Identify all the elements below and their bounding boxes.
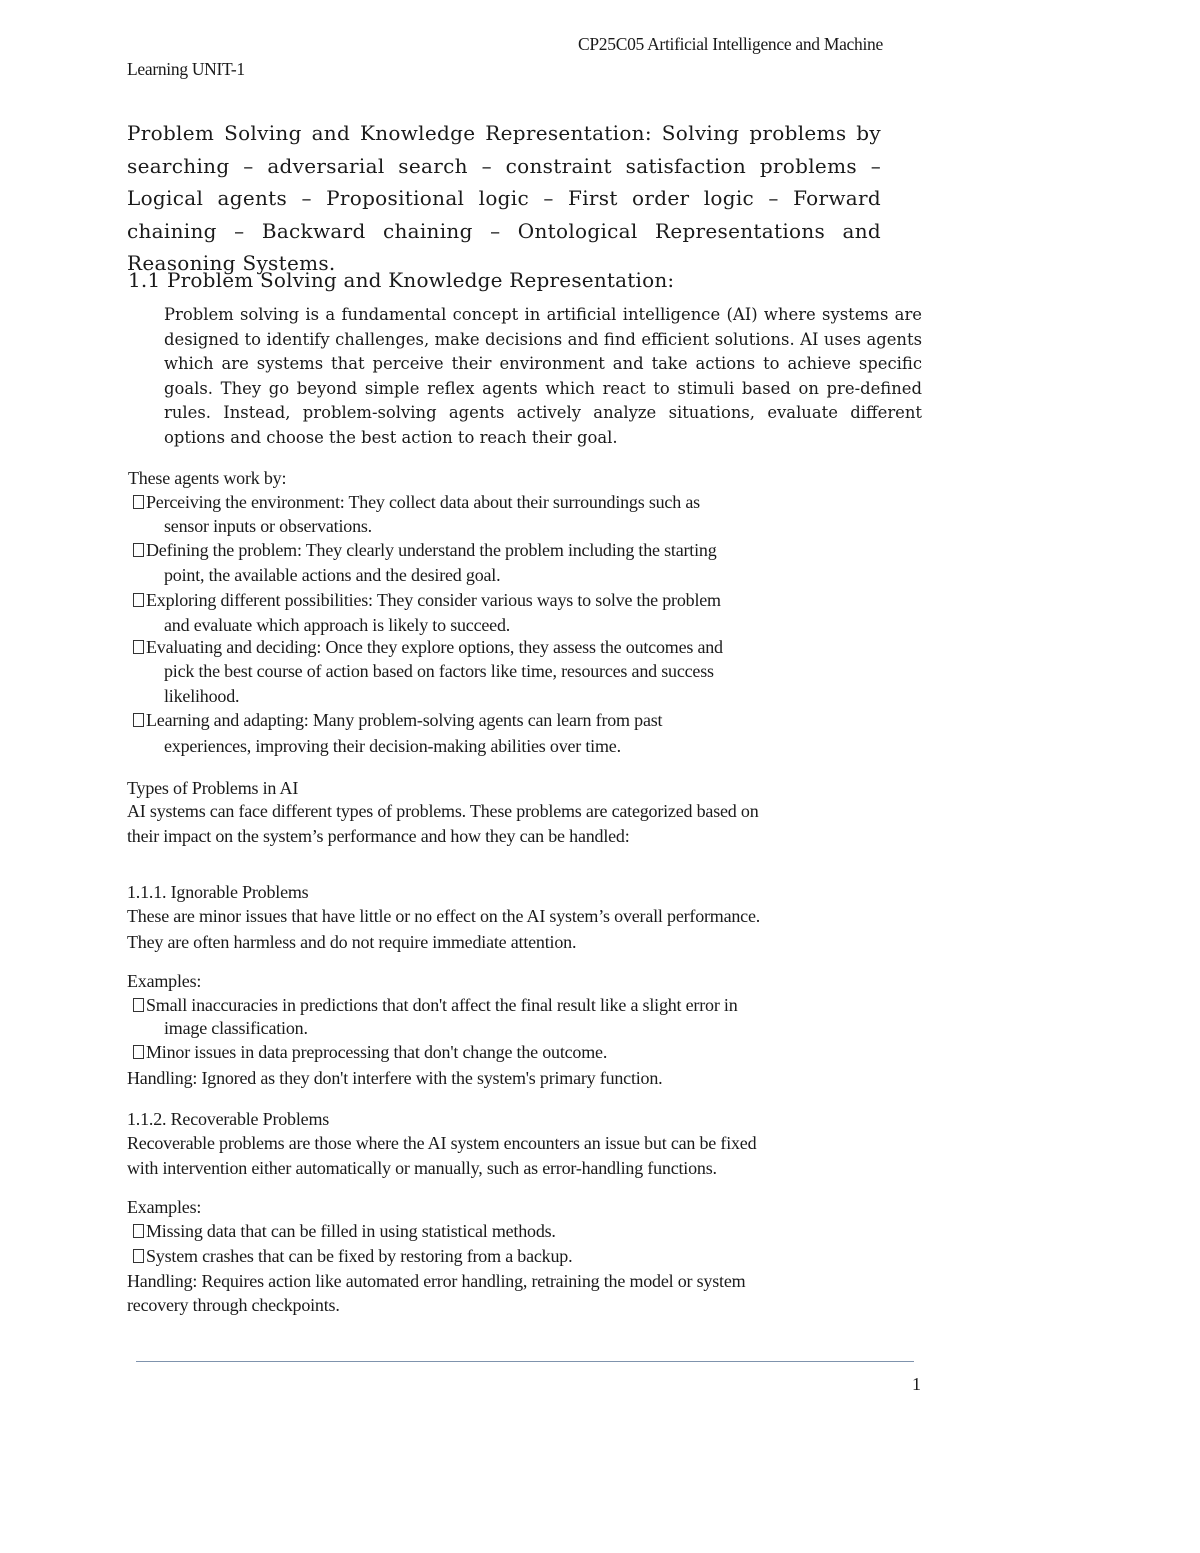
section-1-1-paragraph: Problem solving is a fundamental concept in artificial intelligence (AI) where systems are designed to identify challenges, make decisions and find efficient solutions. AI uses agents which are systems that perceive their environment and take actions to achieve specific goals. They go beyond simple reflex agents which react to stimuli based on pre-defined rules. Instead, problem-solving agents actively analyze situations, evaluate different options and choose the best action to reach their goal.: [164, 305, 922, 447]
bullet-item: Defining the problem: They clearly understand the problem including the starting: [133, 540, 717, 561]
bullet-item: Exploring different possibilities: They consider various ways to solve the problem: [133, 590, 721, 611]
types-text-line: their impact on the system’s performance and how they can be handled:: [127, 826, 630, 846]
bullet-continuation: pick the best course of action based on factors like time, resources and success: [164, 661, 714, 681]
types-text-line: AI systems can face different types of problems. These problems are categorized based on: [127, 801, 759, 821]
header-unit: Learning UNIT-1: [127, 59, 245, 79]
ignorable-text-line: These are minor issues that have little or no effect on the AI system’s overall performance.: [127, 906, 761, 926]
bullet-continuation: point, the available actions and the desired goal.: [164, 565, 501, 585]
bullet-item: Small inaccuracies in predictions that don't affect the final result like a slight error in: [133, 995, 738, 1016]
bullet-continuation: image classification.: [164, 1018, 308, 1038]
bullet-box-icon: [133, 713, 144, 727]
bullet-continuation: and evaluate which approach is likely to succeed.: [164, 615, 511, 635]
bullet-item: Minor issues in data preprocessing that don't change the outcome.: [133, 1042, 607, 1063]
bullet-item: Perceiving the environment: They collect data about their surroundings such as: [133, 492, 700, 513]
bullet-box-icon: [133, 495, 144, 509]
bullet-box-icon: [133, 543, 144, 557]
bullet-item: Missing data that can be filled in using statistical methods.: [133, 1221, 556, 1242]
page-number: 1: [912, 1374, 921, 1394]
bullet-continuation: likelihood.: [164, 686, 240, 706]
footer-divider: [136, 1361, 914, 1362]
bullet-box-icon: [133, 640, 144, 654]
bullet-item: Learning and adapting: Many problem-solving agents can learn from past: [133, 710, 662, 731]
unit-syllabus-intro: Problem Solving and Knowledge Representation: Solving problems by searching – adversarial search – constraint satisfaction problems – Logical agents – Propositional logic – First order logic – Forward chaining – Backward chaining – Ontological Representations and Reasoning Systems.: [127, 121, 881, 275]
recoverable-heading: 1.1.2. Recoverable Problems: [127, 1109, 330, 1129]
agents-lead-text: These agents work by:: [128, 468, 287, 488]
ignorable-examples-label: Examples:: [127, 971, 202, 991]
recoverable-handling-line: recovery through checkpoints.: [127, 1295, 340, 1315]
bullet-continuation: sensor inputs or observations.: [164, 516, 372, 536]
bullet-box-icon: [133, 1045, 144, 1059]
ignorable-text-line: They are often harmless and do not require immediate attention.: [127, 932, 577, 952]
recoverable-handling-line: Handling: Requires action like automated error handling, retraining the model or system: [127, 1271, 746, 1291]
bullet-item: System crashes that can be fixed by restoring from a backup.: [133, 1246, 572, 1267]
section-heading-1-1: 1.1 Problem Solving and Knowledge Representation:: [128, 268, 675, 292]
recoverable-text-line: with intervention either automatically or manually, such as error-handling functions.: [127, 1158, 717, 1178]
bullet-box-icon: [133, 593, 144, 607]
recoverable-examples-label: Examples:: [127, 1197, 202, 1217]
bullet-box-icon: [133, 998, 144, 1012]
recoverable-text-line: Recoverable problems are those where the AI system encounters an issue but can be fixed: [127, 1133, 757, 1153]
ignorable-handling: Handling: Ignored as they don't interfere with the system's primary function.: [127, 1068, 663, 1088]
ignorable-heading: 1.1.1. Ignorable Problems: [127, 882, 309, 902]
bullet-box-icon: [133, 1224, 144, 1238]
bullet-box-icon: [133, 1249, 144, 1263]
bullet-continuation: experiences, improving their decision-making abilities over time.: [164, 736, 621, 756]
bullet-item: Evaluating and deciding: Once they explore options, they assess the outcomes and: [133, 637, 723, 658]
header-course-title: CP25C05 Artificial Intelligence and Machine: [578, 34, 883, 54]
types-heading: Types of Problems in AI: [127, 778, 299, 798]
